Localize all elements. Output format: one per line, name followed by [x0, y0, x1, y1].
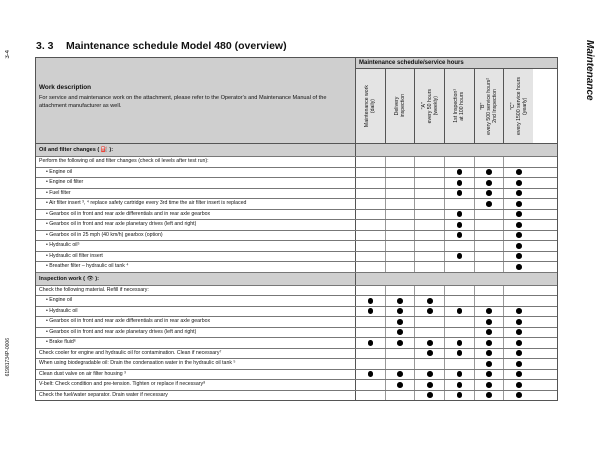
required-dot-icon	[516, 190, 522, 196]
oil-can-icon: ⛽	[100, 147, 108, 153]
schedule-cell	[504, 262, 533, 272]
required-dot-icon	[427, 371, 433, 377]
schedule-cell	[386, 241, 416, 251]
table-row	[36, 296, 557, 307]
schedule-cell	[445, 328, 475, 338]
document-code: 61981734P-0006	[5, 338, 11, 377]
required-dot-icon	[457, 371, 463, 377]
schedule-cell	[386, 178, 416, 188]
schedule-cell	[445, 317, 475, 327]
row-label: Check cooler for engine and hydraulic oil for contamination. Clean if necessary⁷	[36, 349, 356, 359]
column-header	[386, 69, 416, 143]
table-row	[36, 168, 557, 179]
section-row	[36, 273, 557, 286]
schedule-cell	[504, 317, 533, 327]
page-title	[36, 40, 287, 52]
schedule-cell	[445, 231, 475, 241]
required-dot-icon	[368, 298, 374, 304]
schedule-cell	[504, 231, 533, 241]
schedule-cell	[415, 307, 445, 317]
schedule-cell	[356, 370, 386, 380]
schedule-cell	[386, 349, 416, 359]
schedule-cell	[475, 307, 505, 317]
required-dot-icon	[516, 211, 522, 217]
schedule-cell	[445, 157, 475, 167]
required-dot-icon	[427, 308, 433, 314]
schedule-cell	[475, 220, 505, 230]
row-label: • Breather filter – hydraulic oil tank ⁴	[36, 262, 356, 272]
required-dot-icon	[486, 190, 492, 196]
required-dot-icon	[516, 350, 522, 356]
schedule-cell	[415, 328, 445, 338]
required-dot-icon	[397, 329, 403, 335]
required-dot-icon	[397, 308, 403, 314]
schedule-cell	[445, 220, 475, 230]
schedule-header	[356, 58, 557, 143]
required-dot-icon	[397, 371, 403, 377]
schedule-cell	[386, 286, 416, 296]
required-dot-icon	[397, 340, 403, 346]
work-description-header	[36, 58, 356, 143]
row-label: • Hydraulic oil	[36, 307, 356, 317]
schedule-cell	[415, 252, 445, 262]
required-dot-icon	[486, 371, 492, 377]
table-row	[36, 349, 557, 360]
schedule-cell	[386, 380, 416, 390]
section-fill	[356, 273, 557, 285]
schedule-cell	[504, 370, 533, 380]
schedule-cell	[356, 189, 386, 199]
table-row	[36, 178, 557, 189]
column-header	[356, 69, 386, 143]
schedule-cell	[504, 359, 533, 369]
schedule-cell	[445, 210, 475, 220]
required-dot-icon	[516, 201, 522, 207]
schedule-cell	[475, 286, 505, 296]
table-body	[36, 144, 557, 400]
schedule-cell	[475, 349, 505, 359]
table-row	[36, 359, 557, 370]
column-header-label: Maintenance work (daily)	[364, 84, 377, 128]
schedule-cell	[504, 210, 533, 220]
schedule-cell	[445, 178, 475, 188]
schedule-cell	[356, 391, 386, 401]
required-dot-icon	[486, 319, 492, 325]
section-label: Oil and filter changes (	[39, 147, 101, 153]
page-number: 3-4	[5, 50, 11, 59]
schedule-cell	[445, 307, 475, 317]
required-dot-icon	[516, 382, 522, 388]
schedule-cell	[415, 157, 445, 167]
row-label: • Air filter insert ³, ⁴ replace safety cartridge every 3rd time the air filter insert is replaced	[36, 199, 356, 209]
schedule-cell	[504, 307, 533, 317]
schedule-cell	[415, 262, 445, 272]
section-fill	[356, 144, 557, 156]
required-dot-icon	[516, 232, 522, 238]
required-dot-icon	[457, 392, 463, 398]
required-dot-icon	[427, 340, 433, 346]
schedule-cell	[445, 252, 475, 262]
required-dot-icon	[457, 180, 463, 186]
table-row	[36, 241, 557, 252]
schedule-cell	[356, 307, 386, 317]
section-label-suffix: ):	[93, 275, 99, 282]
schedule-cell	[356, 168, 386, 178]
schedule-cell	[356, 338, 386, 348]
schedule-header-label: Maintenance schedule/service hours	[356, 58, 557, 69]
required-dot-icon	[427, 382, 433, 388]
required-dot-icon	[457, 211, 463, 217]
row-label: • Gearbox oil in front and rear axle planetary drives (left and right)	[36, 328, 356, 338]
required-dot-icon	[427, 392, 433, 398]
table-row	[36, 338, 557, 349]
table-row	[36, 328, 557, 339]
schedule-cell	[475, 157, 505, 167]
schedule-cell	[475, 199, 505, 209]
schedule-cell	[356, 359, 386, 369]
required-dot-icon	[427, 350, 433, 356]
required-dot-icon	[516, 371, 522, 377]
schedule-cell	[445, 296, 475, 306]
table-row	[36, 370, 557, 381]
schedule-cell	[504, 178, 533, 188]
table-row	[36, 380, 557, 391]
column-header	[475, 69, 505, 143]
schedule-cell	[415, 391, 445, 401]
schedule-cell	[356, 262, 386, 272]
schedule-cell	[445, 199, 475, 209]
schedule-cell	[356, 220, 386, 230]
column-header	[415, 69, 445, 143]
schedule-cell	[475, 262, 505, 272]
section-number: 3. 3	[36, 40, 54, 52]
required-dot-icon	[457, 382, 463, 388]
schedule-cell	[415, 178, 445, 188]
column-header-label: 1st Inspection¹ at 100 hours	[453, 89, 466, 123]
required-dot-icon	[486, 392, 492, 398]
schedule-cell	[504, 189, 533, 199]
schedule-cell	[415, 210, 445, 220]
table-row	[36, 231, 557, 242]
schedule-cell	[445, 262, 475, 272]
schedule-cell	[415, 168, 445, 178]
section-label-suffix: ):	[107, 147, 114, 153]
column-header	[445, 69, 475, 143]
required-dot-icon	[486, 329, 492, 335]
schedule-cell	[386, 168, 416, 178]
row-label: • Hydraulic oil filter insert	[36, 252, 356, 262]
schedule-cell	[386, 296, 416, 306]
schedule-cell	[415, 349, 445, 359]
row-label: • Hydraulic oil⁵	[36, 241, 356, 251]
schedule-columns	[356, 69, 557, 143]
required-dot-icon	[397, 382, 403, 388]
table-row	[36, 262, 557, 273]
schedule-cell	[445, 168, 475, 178]
schedule-cell	[386, 231, 416, 241]
schedule-cell	[356, 296, 386, 306]
required-dot-icon	[486, 169, 492, 175]
schedule-cell	[504, 338, 533, 348]
required-dot-icon	[457, 253, 463, 259]
schedule-cell	[356, 349, 386, 359]
schedule-cell	[415, 338, 445, 348]
required-dot-icon	[516, 264, 522, 270]
schedule-cell	[504, 220, 533, 230]
required-dot-icon	[486, 308, 492, 314]
schedule-cell	[386, 370, 416, 380]
schedule-cell	[475, 328, 505, 338]
required-dot-icon	[516, 329, 522, 335]
schedule-cell	[475, 178, 505, 188]
schedule-cell	[386, 307, 416, 317]
schedule-cell	[475, 189, 505, 199]
schedule-cell	[504, 380, 533, 390]
schedule-cell	[356, 317, 386, 327]
schedule-cell	[475, 338, 505, 348]
row-label: • Engine oil	[36, 296, 356, 306]
schedule-cell	[415, 286, 445, 296]
column-header-label: "C" every 1500 service hours (yearly)	[509, 77, 528, 135]
schedule-cell	[475, 370, 505, 380]
table-row	[36, 252, 557, 263]
row-label: • Gearbox oil in front and rear axle differentials and in rear axle gearbox	[36, 210, 356, 220]
schedule-cell	[386, 262, 416, 272]
required-dot-icon	[457, 222, 463, 228]
table-row	[36, 391, 557, 401]
schedule-cell	[504, 286, 533, 296]
schedule-cell	[386, 252, 416, 262]
schedule-cell	[356, 286, 386, 296]
schedule-cell	[356, 380, 386, 390]
schedule-cell	[386, 391, 416, 401]
schedule-cell	[504, 391, 533, 401]
schedule-cell	[445, 359, 475, 369]
schedule-cell	[356, 328, 386, 338]
eye-icon: 👁	[86, 275, 94, 282]
section-tab: Maintenance	[584, 40, 595, 101]
required-dot-icon	[516, 180, 522, 186]
required-dot-icon	[516, 319, 522, 325]
schedule-cell	[415, 199, 445, 209]
schedule-cell	[445, 391, 475, 401]
schedule-cell	[386, 157, 416, 167]
schedule-cell	[356, 252, 386, 262]
required-dot-icon	[516, 392, 522, 398]
table-row	[36, 199, 557, 210]
column-header-label: "B" every 500 service hours² 2nd Inspection	[480, 77, 499, 135]
schedule-cell	[386, 338, 416, 348]
row-label: Clean dust valve on air filter housing ³	[36, 370, 356, 380]
column-header-label: "A" every 50 hours (weekly)	[420, 88, 439, 124]
required-dot-icon	[457, 169, 463, 175]
section-title: Maintenance schedule Model 480 (overview)	[66, 40, 287, 52]
required-dot-icon	[486, 382, 492, 388]
column-header-label: Delivery inspection	[394, 94, 407, 118]
required-dot-icon	[516, 243, 522, 249]
schedule-cell	[504, 168, 533, 178]
required-dot-icon	[516, 169, 522, 175]
schedule-cell	[504, 349, 533, 359]
schedule-cell	[445, 349, 475, 359]
schedule-cell	[386, 189, 416, 199]
schedule-cell	[415, 189, 445, 199]
schedule-cell	[445, 286, 475, 296]
required-dot-icon	[516, 361, 522, 367]
row-label: • Engine oil filter	[36, 178, 356, 188]
schedule-cell	[415, 231, 445, 241]
required-dot-icon	[516, 222, 522, 228]
schedule-cell	[415, 317, 445, 327]
schedule-cell	[504, 241, 533, 251]
schedule-cell	[445, 380, 475, 390]
schedule-cell	[356, 157, 386, 167]
schedule-cell	[415, 370, 445, 380]
table-row	[36, 157, 557, 168]
required-dot-icon	[457, 190, 463, 196]
column-header	[504, 69, 533, 143]
required-dot-icon	[457, 340, 463, 346]
row-label: Perform the following oil and filter changes (check oil levels after test run):	[36, 157, 356, 167]
schedule-cell	[356, 241, 386, 251]
table-row	[36, 210, 557, 221]
schedule-cell	[356, 178, 386, 188]
required-dot-icon	[457, 232, 463, 238]
schedule-cell	[475, 391, 505, 401]
table-row	[36, 220, 557, 231]
required-dot-icon	[368, 371, 374, 377]
schedule-cell	[386, 220, 416, 230]
schedule-cell	[475, 317, 505, 327]
work-description-text: For service and maintenance work on the attachment, please refer to the Operator's and Maintenance Manual of the attachment manufacturer as well.	[39, 95, 327, 109]
schedule-cell	[475, 252, 505, 262]
schedule-cell	[504, 199, 533, 209]
required-dot-icon	[516, 253, 522, 259]
required-dot-icon	[457, 308, 463, 314]
schedule-cell	[475, 231, 505, 241]
row-label: • Fuel filter	[36, 189, 356, 199]
schedule-cell	[504, 328, 533, 338]
row-label: Check the following material. Refill if necessary:	[36, 286, 356, 296]
schedule-cell	[415, 241, 445, 251]
schedule-cell	[475, 359, 505, 369]
schedule-cell	[504, 157, 533, 167]
row-label: V-belt: Check condition and pre-tension. Tighten or replace if necessary⁸	[36, 380, 356, 390]
schedule-cell	[475, 296, 505, 306]
row-label: When using biodegradable oil: Drain the condensation water in the hydraulic oil tank ⁵	[36, 359, 356, 369]
schedule-cell	[386, 359, 416, 369]
schedule-cell	[445, 241, 475, 251]
row-label: • Engine oil	[36, 168, 356, 178]
required-dot-icon	[397, 319, 403, 325]
row-label: • Brake fluid⁶	[36, 338, 356, 348]
schedule-cell	[415, 359, 445, 369]
schedule-cell	[386, 199, 416, 209]
schedule-cell	[475, 168, 505, 178]
maintenance-table	[35, 57, 558, 401]
schedule-cell	[386, 317, 416, 327]
row-label: • Gearbox oil in front and rear axle planetary drives (left and right)	[36, 220, 356, 230]
schedule-cell	[475, 241, 505, 251]
row-label: • Gearbox oil in 25 mph (40 km/h) gearbox (option)	[36, 231, 356, 241]
schedule-cell	[356, 231, 386, 241]
required-dot-icon	[457, 350, 463, 356]
required-dot-icon	[486, 361, 492, 367]
schedule-cell	[504, 296, 533, 306]
table-header	[36, 58, 557, 144]
required-dot-icon	[516, 340, 522, 346]
required-dot-icon	[486, 350, 492, 356]
table-row	[36, 307, 557, 318]
required-dot-icon	[486, 201, 492, 207]
required-dot-icon	[368, 308, 374, 314]
schedule-cell	[356, 199, 386, 209]
table-row	[36, 286, 557, 297]
required-dot-icon	[427, 298, 433, 304]
row-label	[36, 144, 356, 156]
schedule-cell	[356, 210, 386, 220]
required-dot-icon	[397, 298, 403, 304]
row-label: • Gearbox oil in front and rear axle differentials and in rear axle gearbox	[36, 317, 356, 327]
schedule-cell	[415, 220, 445, 230]
work-description-label: Work description	[39, 84, 92, 91]
table-row	[36, 189, 557, 200]
schedule-cell	[504, 252, 533, 262]
row-label: Check the fuel/water separator. Drain water if necessary	[36, 391, 356, 401]
schedule-cell	[386, 210, 416, 220]
schedule-cell	[415, 296, 445, 306]
section-label: Inspection work (	[39, 275, 87, 282]
schedule-cell	[445, 370, 475, 380]
required-dot-icon	[516, 308, 522, 314]
schedule-cell	[445, 189, 475, 199]
schedule-cell	[475, 210, 505, 220]
required-dot-icon	[486, 340, 492, 346]
section-row	[36, 144, 557, 157]
required-dot-icon	[486, 180, 492, 186]
schedule-cell	[475, 380, 505, 390]
schedule-cell	[386, 328, 416, 338]
table-row	[36, 317, 557, 328]
schedule-cell	[415, 380, 445, 390]
row-label	[36, 273, 356, 285]
schedule-cell	[445, 338, 475, 348]
required-dot-icon	[368, 340, 374, 346]
